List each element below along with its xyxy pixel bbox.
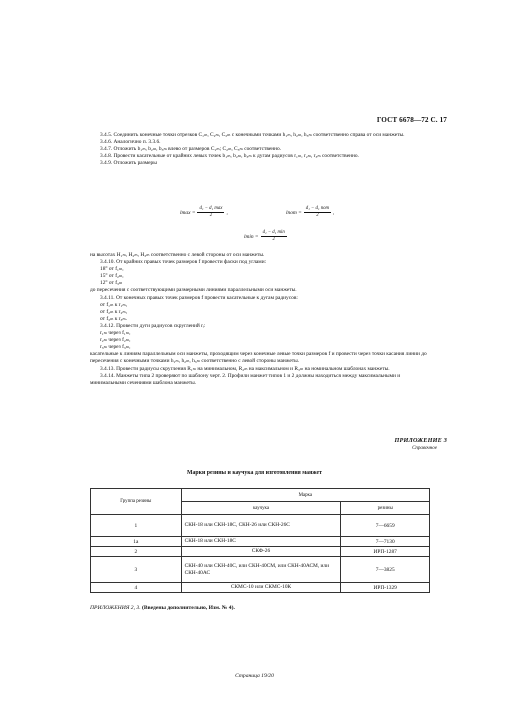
formula-l-max-numerator: d₁ − d₁ max: [199, 206, 223, 211]
formula-l-min: [244, 230, 287, 243]
formula-separator: ,: [226, 209, 228, 216]
paragraph-3-4-8: 3.4.8. Провести касательные от крайних левых точек b₁ₘ, b₂ₘ, b₃ₘ к дугам радиусов r₁ₘ, r₂ₘ, r₃ₘ соответственно.: [100, 153, 359, 160]
tangent-2: от f₂ₘ к r₂ₘ,: [100, 308, 128, 315]
formula-l-nom-denominator: 2: [316, 213, 319, 218]
formula-l-max: [180, 206, 228, 219]
paragraph-intersection: до пересечения с соответствующими размерными линиями параллельными оси манжеты.: [90, 287, 297, 294]
paragraph-3-4-12: 3.4.12. Провести дуги радиусов скруглений rᵢ:: [100, 322, 206, 329]
formula-l-max-fraction: [197, 206, 224, 219]
cell-group: 4: [91, 583, 182, 593]
formula-l-nom-label: lnom =: [286, 209, 302, 216]
formula-l-min-denominator: 2: [272, 237, 275, 242]
formula-l-min-fraction: [261, 230, 287, 243]
header-resin: резины: [341, 502, 430, 515]
paragraph-3-4-10: 3.4.10. От крайних правых точек размеров f провести фаски под углами:: [100, 259, 267, 266]
formula-l-min-numerator: d₁ − d₁ min: [262, 230, 285, 235]
paragraph-heights: на высотах H₁ₘ, H₂ₘ, H₃ₘ соответственно с левой стороны от оси манжеты.: [90, 252, 265, 258]
table-row: [91, 547, 430, 557]
paragraph-tangent-lines: касательные к линиям параллельным оси манжеты, проходящим через конечные левые точки размеров f и провести через точки касания линии до пересечения с конечными точками h₁ₘ, h₂ₘ, h₃ₘ соответственно с левой стороны манжеты.: [90, 351, 427, 365]
paragraph-3-4-7: 3.4.7. Отложить b₁ₘ, b₂ₘ, b₃ₘ влево от размеров C₁ₘ; C₂ₘ, C₃ₘ соответственно.: [100, 146, 282, 153]
table-row: [91, 515, 430, 537]
table-header-row: [91, 489, 430, 502]
cell-rubber: СКФ-26: [181, 547, 341, 557]
header-rubber: каучука: [181, 502, 341, 515]
cell-group: 1: [91, 515, 182, 537]
paragraph-3-4-6: 3.4.6. Аналогично п. 3.3.6.: [100, 139, 161, 146]
cell-group: 1а: [91, 537, 182, 547]
cell-resin: 7—7130: [341, 537, 430, 547]
formula-l-nom-numerator: d₁ − d₁ nom: [305, 206, 330, 211]
cell-rubber: СКН-18 или СКН-18С, СКН-26 или СКН-26С: [181, 515, 341, 537]
cell-group: 2: [91, 547, 182, 557]
footnote: [90, 605, 235, 611]
paragraph-3-4-13: 3.4.13. Провести радиусы скругления R₁ₘ на минимальном, R₂ₘ на максимальном и R₃ₘ на номинальном шаблонах манжеты.: [100, 365, 390, 372]
appendix-title: ПРИЛОЖЕНИЕ 3: [394, 437, 447, 444]
cell-resin: 7—6659: [341, 515, 430, 537]
cell-resin: ИРП-1287: [341, 547, 430, 557]
rubber-marks-table: [90, 488, 430, 593]
section-mid-text: [90, 252, 428, 387]
footnote-amendment: (Введены дополнительно, Изм. № 4).: [142, 605, 235, 611]
section-top-text: [90, 132, 428, 167]
chamfer-12: 12° от f₃ₘ: [100, 280, 123, 287]
chamfer-15: 15° от f₂ₘ,: [100, 273, 124, 280]
formula-separator: ,: [333, 209, 335, 216]
table-title: Марки резины и каучука для изготовления манжет: [187, 470, 322, 476]
appendix-subtitle: Справочное: [412, 446, 437, 451]
arc-2: r₂ₘ через f₂ₘ,: [100, 337, 131, 344]
tangent-3: от f₃ₘ к r₃ₘ.: [100, 315, 128, 322]
page-footer: Страница 19/20: [235, 673, 274, 679]
cell-group: 3: [91, 557, 182, 583]
header-mark: Марка: [181, 489, 429, 502]
cell-rubber: СКМС-10 или СКМС-10К: [181, 583, 341, 593]
cell-rubber: СКН-18 или СКН-18С: [181, 537, 341, 547]
cell-resin: 7—3825: [341, 557, 430, 583]
table-row: [91, 583, 430, 593]
cell-resin: ИРП-1329: [341, 583, 430, 593]
cell-rubber: СКН-40 или СКН-40С, или СКН-40СМ, или СКН-40АСМ, или СКН-40АС: [181, 557, 341, 583]
formula-l-nom-fraction: [304, 206, 331, 219]
footnote-appendices: ПРИЛОЖЕНИЯ 2, 3.: [90, 605, 141, 611]
formula-l-max-denominator: 2: [209, 213, 213, 218]
formula-l-max-label: lmax =: [180, 209, 196, 216]
table-row: [91, 537, 430, 547]
table-row: [91, 557, 430, 583]
paragraph-3-4-5: 3.4.5. Соединить конечные точки отрезков C₁ₘ, C₂ₘ, C₃ₘ с конечными точками h₁ₘ, h₂ₘ, h₃ₘ соответственно справа от оси манжеты.: [100, 132, 405, 138]
chamfer-18: 18° от f₁ₘ,: [100, 266, 124, 273]
paragraph-3-4-14: 3.4.14. Манжеты типа 2 проверяют по шаблону черт. 2. Профили манжет типов 1 и 2 должны находиться между максимальными и минимальными сечениями шаблона манжеты.: [90, 372, 401, 386]
tangent-1: от f₁ₘ к r₁ₘ,: [100, 301, 128, 308]
page-header: ГОСТ 6678—72 С. 17: [376, 116, 447, 124]
arc-1: r₁ₘ через f₁ₘ,: [100, 330, 131, 337]
formula-l-nom: [286, 206, 334, 219]
formula-l-min-label: lmin =: [244, 233, 259, 240]
paragraph-3-4-11: 3.4.11. От конечных правых точек размеров f провести касательные к дугам радиусов:: [100, 294, 298, 301]
header-group: Группа резины: [91, 489, 182, 515]
arc-3: r₃ₘ через f₃ₘ,: [100, 344, 131, 351]
paragraph-3-4-9: 3.4.9. Отложить размеры: [100, 160, 157, 167]
